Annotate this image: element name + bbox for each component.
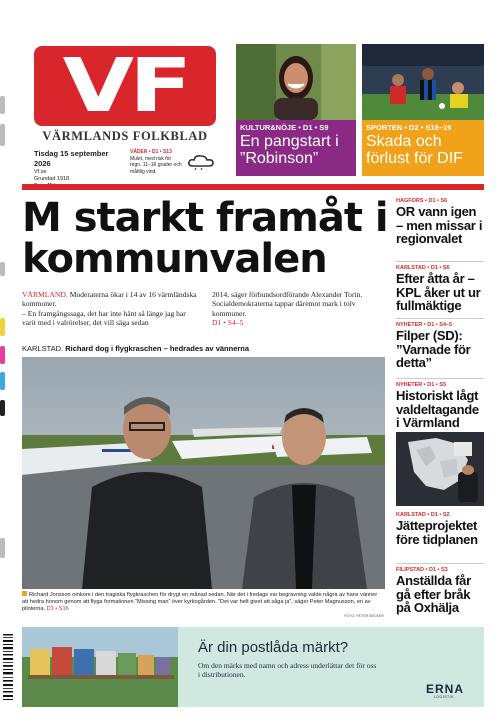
teaser-sport-headline: Skada och förlust för DIF bbox=[366, 133, 463, 167]
right-column bbox=[396, 198, 484, 433]
teaser-kultur-headline: En pangstart i ”Robinson” bbox=[240, 133, 339, 167]
ad-mailbox-photo bbox=[22, 627, 178, 707]
right-story[interactable] bbox=[396, 564, 484, 620]
right-story[interactable] bbox=[396, 262, 484, 319]
site-url: Vf.se bbox=[34, 169, 47, 175]
teaser-kultur-photo bbox=[236, 44, 356, 120]
right-story-kicker: KARLSTAD • D1 • S2 bbox=[396, 512, 450, 518]
ad-brand-sub: LOGISTIK bbox=[433, 695, 454, 699]
cloud-rain-icon bbox=[186, 152, 216, 170]
paper-name: VÄRMLANDS FOLKBLAD bbox=[42, 129, 208, 143]
right-story[interactable] bbox=[396, 379, 484, 433]
lead-col-1 bbox=[22, 290, 198, 327]
voting-map-photo bbox=[396, 432, 484, 506]
vf-logo: VF bbox=[34, 46, 216, 126]
right-story-headline: OR vann igen – men missar i regionvalet bbox=[396, 204, 483, 246]
barcode bbox=[2, 632, 19, 704]
lead-ref: D1 • S4–5 bbox=[212, 317, 244, 327]
right-story[interactable] bbox=[396, 198, 484, 262]
issue-date: Tisdag 15 september 2026 bbox=[34, 149, 109, 168]
ad-text: Om den märks med namn och adress underlättar det för oss i distributionen. bbox=[198, 661, 377, 679]
photo-caption bbox=[22, 591, 385, 614]
caption-text: Richard Jonsson omkom i den tragiska flygkraschen för drygt en månad sedan. När det i fredags var begravning valde några av hans vänner att hedra honom genom att flyga formationen ”Missing man” över kyrkogården. ”Det var helt givet att såga ja”, säger Peter Magnusson, en av piloterna. bbox=[22, 592, 378, 613]
lead-text-1: Moderaterna ökar i 14 av 16 värmländska kommuner. bbox=[22, 290, 197, 309]
right-story[interactable] bbox=[396, 319, 484, 379]
teaser-sport-photo bbox=[362, 44, 484, 120]
lead-col-2 bbox=[212, 290, 388, 327]
right-column-lower bbox=[396, 512, 484, 620]
right-story-headline: Jätteprojektet före tidplanen bbox=[396, 518, 478, 547]
lead-body bbox=[22, 290, 388, 327]
ad-brand-logo: ERNA bbox=[425, 682, 464, 696]
right-story-kicker: NYHETER • D1 • S5 bbox=[396, 382, 447, 388]
founded: Grundad 1918 bbox=[34, 176, 70, 182]
ad-title: Är din postlåda märkt? bbox=[198, 639, 349, 656]
right-story-kicker: FILIPSTAD • D1 • S3 bbox=[396, 567, 448, 573]
teaser-sport[interactable] bbox=[362, 44, 484, 176]
weather-tag: VÄDER • D1 • S13 bbox=[130, 149, 172, 155]
right-story[interactable] bbox=[396, 512, 484, 564]
registration-marks bbox=[0, 0, 8, 724]
masthead-divider bbox=[22, 184, 484, 190]
right-story-headline: Anställda får gå efter bråk på Oxhälja bbox=[396, 573, 471, 615]
lead-text-3: 2014, säger förbundsordförande Alexander Torin. Socialdemokraterna tappar däremot mark i tolv kommuner. bbox=[212, 290, 363, 318]
photo-credit: FOTO: PETER BECKER bbox=[344, 614, 384, 618]
right-story-kicker: KARLSTAD • D1 • S6 bbox=[396, 265, 450, 271]
caption-square-icon bbox=[22, 591, 27, 596]
lead-headline[interactable]: M starkt framåt i kommunvalen bbox=[22, 195, 388, 282]
right-story-headline: Filper (SD): ”Varnade för detta” bbox=[396, 328, 471, 370]
right-story-kicker: NYHETER • D1 • S4–5 bbox=[396, 322, 453, 328]
right-story-headline: Efter åtta år – KPL åker ut ur fullmäktige bbox=[396, 271, 481, 313]
lead-text-2: – En framgångssaga, det har inte hänt så länge jag har varit med i valrörelser, det vill säga sedan bbox=[22, 308, 186, 327]
teaser-sport-label: SPORTEN • D2 • S18–19 bbox=[366, 123, 452, 132]
photo-story-place: KARLSTAD. bbox=[22, 344, 64, 353]
photo-story-title: Richard dog i flygkraschen – hedrades av vännerna bbox=[65, 344, 250, 353]
photo-story-kicker[interactable] bbox=[22, 344, 388, 353]
caption-ref: D1 • S16 bbox=[46, 606, 69, 613]
weather-box bbox=[130, 149, 182, 175]
weather-text: Mulet, med risk för regn. 11–16 grader och måttlig vind. bbox=[130, 155, 182, 175]
right-story-headline: Historiskt lågt valdeltagande i Värmland bbox=[396, 388, 479, 430]
main-photo bbox=[22, 357, 385, 589]
teaser-kultur-label: KULTUR&NÖJE • D1 • S9 bbox=[240, 123, 329, 132]
right-story-kicker: HAGFORS • D1 • S6 bbox=[396, 198, 448, 204]
ad-banner[interactable] bbox=[178, 627, 484, 707]
lead-place: VÄRMLAND. bbox=[22, 290, 68, 299]
teaser-kultur[interactable] bbox=[236, 44, 356, 176]
